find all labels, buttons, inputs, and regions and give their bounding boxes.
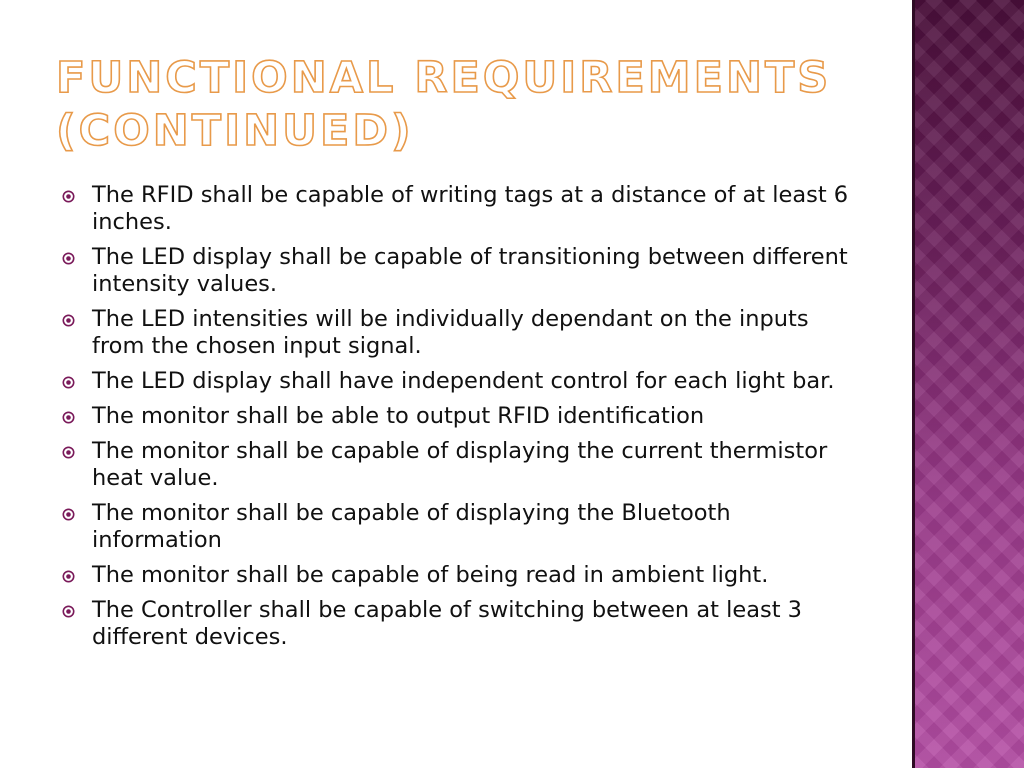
- bullet-text: The monitor shall be capable of displaying the Bluetooth information: [92, 500, 731, 553]
- bullet-list: [62, 182, 852, 659]
- circled-dot-icon: [62, 411, 75, 424]
- bullet-text: The LED intensities will be individually dependant on the inputs from the chosen input signal.: [92, 306, 809, 359]
- bullet-item: [62, 306, 852, 360]
- bullet-text: The monitor shall be capable of being read in ambient light.: [92, 562, 769, 588]
- bullet-text: The monitor shall be able to output RFID identification: [92, 403, 705, 429]
- circled-dot-icon: [62, 570, 75, 583]
- bullet-item: [62, 403, 852, 430]
- bullet-item: [62, 438, 852, 492]
- bullet-text: The LED display shall be capable of transitioning between different intensity values.: [92, 244, 848, 297]
- bullet-item: [62, 500, 852, 554]
- bullet-item: [62, 182, 852, 236]
- bullet-text: The LED display shall have independent control for each light bar.: [92, 368, 835, 394]
- slide-title: FUNCTIONAL REQUIREMENTS (CONTINUED): [56, 53, 832, 156]
- bullet-item: [62, 597, 852, 651]
- bullet-text: The monitor shall be capable of displaying the current thermistor heat value.: [92, 438, 828, 491]
- decorative-side-panel: [912, 0, 1024, 768]
- circled-dot-icon: [62, 605, 75, 618]
- bullet-text: The Controller shall be capable of switching between at least 3 different devices.: [92, 597, 803, 650]
- circled-dot-icon: [62, 252, 75, 265]
- circled-dot-icon: [62, 446, 75, 459]
- circled-dot-icon: [62, 376, 75, 389]
- circled-dot-icon: [62, 314, 75, 327]
- bullet-item: [62, 562, 852, 589]
- circled-dot-icon: [62, 508, 75, 521]
- circled-dot-icon: [62, 190, 75, 203]
- side-panel-divider: [912, 0, 915, 768]
- bullet-item: [62, 244, 852, 298]
- bullet-text: The RFID shall be capable of writing tags at a distance of at least 6 inches.: [92, 182, 849, 235]
- bullet-item: [62, 368, 852, 395]
